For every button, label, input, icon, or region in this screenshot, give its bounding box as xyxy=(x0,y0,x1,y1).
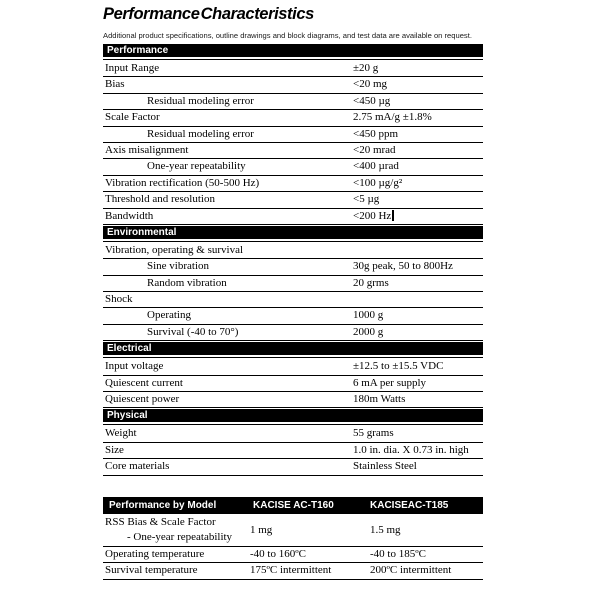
table-row xyxy=(103,325,483,341)
section-header-physical: Physical xyxy=(103,409,483,424)
row-value: ±20 g xyxy=(353,62,379,74)
performance-by-model-table xyxy=(103,497,483,580)
row-value: 6 mA per supply xyxy=(353,376,427,389)
page-subtitle: Additional product specifications, outline drawings and block diagrams, and test data are available on request. xyxy=(103,31,472,40)
table-row xyxy=(103,143,483,159)
row-label xyxy=(103,515,483,545)
row-value: 2000 g xyxy=(353,325,384,338)
model-table-header-col2: KACISEAC-T185 xyxy=(370,499,449,511)
row-label: Vibration rectification (50-500 Hz) xyxy=(105,176,260,189)
table-row xyxy=(103,110,483,126)
table-row xyxy=(103,61,483,77)
row-value: 55 grams xyxy=(353,427,394,440)
row-value: ±12.5 to ±15.5 VDC xyxy=(353,360,444,373)
table-row xyxy=(103,514,483,547)
table-row xyxy=(103,392,483,408)
table-row xyxy=(103,308,483,324)
row-value-t185: 200ºC intermittent xyxy=(370,564,452,577)
row-label: Random vibration xyxy=(147,276,227,289)
table-row xyxy=(103,292,483,308)
row-label: Size xyxy=(105,443,124,456)
table-row xyxy=(103,426,483,442)
row-label-line1: RSS Bias & Scale Factor xyxy=(105,515,216,528)
row-value: <20 mg xyxy=(353,78,388,91)
page-title: Performance Characteristics xyxy=(103,5,314,23)
model-table-body xyxy=(103,514,483,580)
table-row xyxy=(103,563,483,580)
row-value-t160: 1 mg xyxy=(250,523,273,536)
row-value: <450 ppm xyxy=(353,127,399,140)
section-header-environmental: Environmental xyxy=(103,226,483,241)
row-value: 2.75 mA/g ±1.8% xyxy=(353,111,432,124)
row-label: Vibration, operating & survival xyxy=(105,243,244,256)
row-value: 30g peak, 50 to 800Hz xyxy=(353,260,453,273)
row-value: <100 µg/g² xyxy=(353,176,403,189)
row-label: Scale Factor xyxy=(105,111,160,124)
row-label: Input Range xyxy=(105,62,160,74)
row-label: Axis misalignment xyxy=(105,143,189,156)
table-row xyxy=(103,547,483,564)
model-table-header-label: Performance by Model xyxy=(109,499,217,511)
row-value: <400 µrad xyxy=(353,160,399,173)
row-label: Shock xyxy=(105,293,133,306)
row-label-line2: - One-year repeatability xyxy=(127,530,233,543)
table-row xyxy=(103,127,483,143)
row-label: Weight xyxy=(105,427,137,440)
spec-sheet xyxy=(103,5,483,580)
row-value-t185: 1.5 mg xyxy=(370,523,401,536)
row-label: Quiescent current xyxy=(105,376,183,389)
row-label: One-year repeatability xyxy=(147,160,246,173)
model-table-header-col1: KACISE AC-T160 xyxy=(253,499,334,511)
row-label: Bias xyxy=(105,78,125,91)
row-value-t160: -40 to 160ºC xyxy=(250,547,306,560)
table-row xyxy=(103,259,483,275)
row-label: Bandwidth xyxy=(105,209,154,222)
row-value: <5 µg xyxy=(353,193,380,206)
row-value[interactable]: <200 Hz xyxy=(353,209,394,224)
table-row xyxy=(103,459,483,475)
row-value: 20 grms xyxy=(353,276,389,289)
row-label: Quiescent power xyxy=(105,393,180,406)
table-row xyxy=(103,176,483,192)
row-value: 180m Watts xyxy=(353,393,406,406)
row-label: Input voltage xyxy=(105,360,164,373)
table-row xyxy=(103,243,483,259)
table-row xyxy=(103,376,483,392)
row-label: Threshold and resolution xyxy=(105,193,215,206)
table-row xyxy=(103,192,483,208)
row-value: Stainless Steel xyxy=(353,460,417,473)
spec-table xyxy=(103,44,483,476)
row-value-t160: 175ºC intermittent xyxy=(250,564,332,577)
row-label: Residual modeling error xyxy=(147,127,254,140)
table-row xyxy=(103,77,483,93)
row-value: <450 µg xyxy=(353,94,391,107)
row-label: Sine vibration xyxy=(147,260,210,273)
table-row xyxy=(103,209,483,225)
row-label: Survival (-40 to 70°) xyxy=(147,325,239,338)
row-label: Core materials xyxy=(105,460,170,473)
row-value-t185: -40 to 185ºC xyxy=(370,547,426,560)
row-label-line1: Operating temperature xyxy=(105,547,205,560)
row-label: Residual modeling error xyxy=(147,94,254,107)
table-row xyxy=(103,159,483,175)
table-row xyxy=(103,359,483,375)
row-label: Operating xyxy=(147,309,191,322)
table-row xyxy=(103,276,483,292)
row-value: <20 mrad xyxy=(353,143,396,156)
row-value: 1000 g xyxy=(353,309,384,322)
section-header-performance: Performance xyxy=(103,44,483,59)
row-label-line1: Survival temperature xyxy=(105,564,198,577)
table-row xyxy=(103,443,483,459)
section-header-electrical: Electrical xyxy=(103,342,483,357)
row-value: 1.0 in. dia. X 0.73 in. high xyxy=(353,443,469,456)
model-table-header-row xyxy=(103,497,483,514)
table-row xyxy=(103,94,483,110)
text-cursor xyxy=(392,210,394,221)
